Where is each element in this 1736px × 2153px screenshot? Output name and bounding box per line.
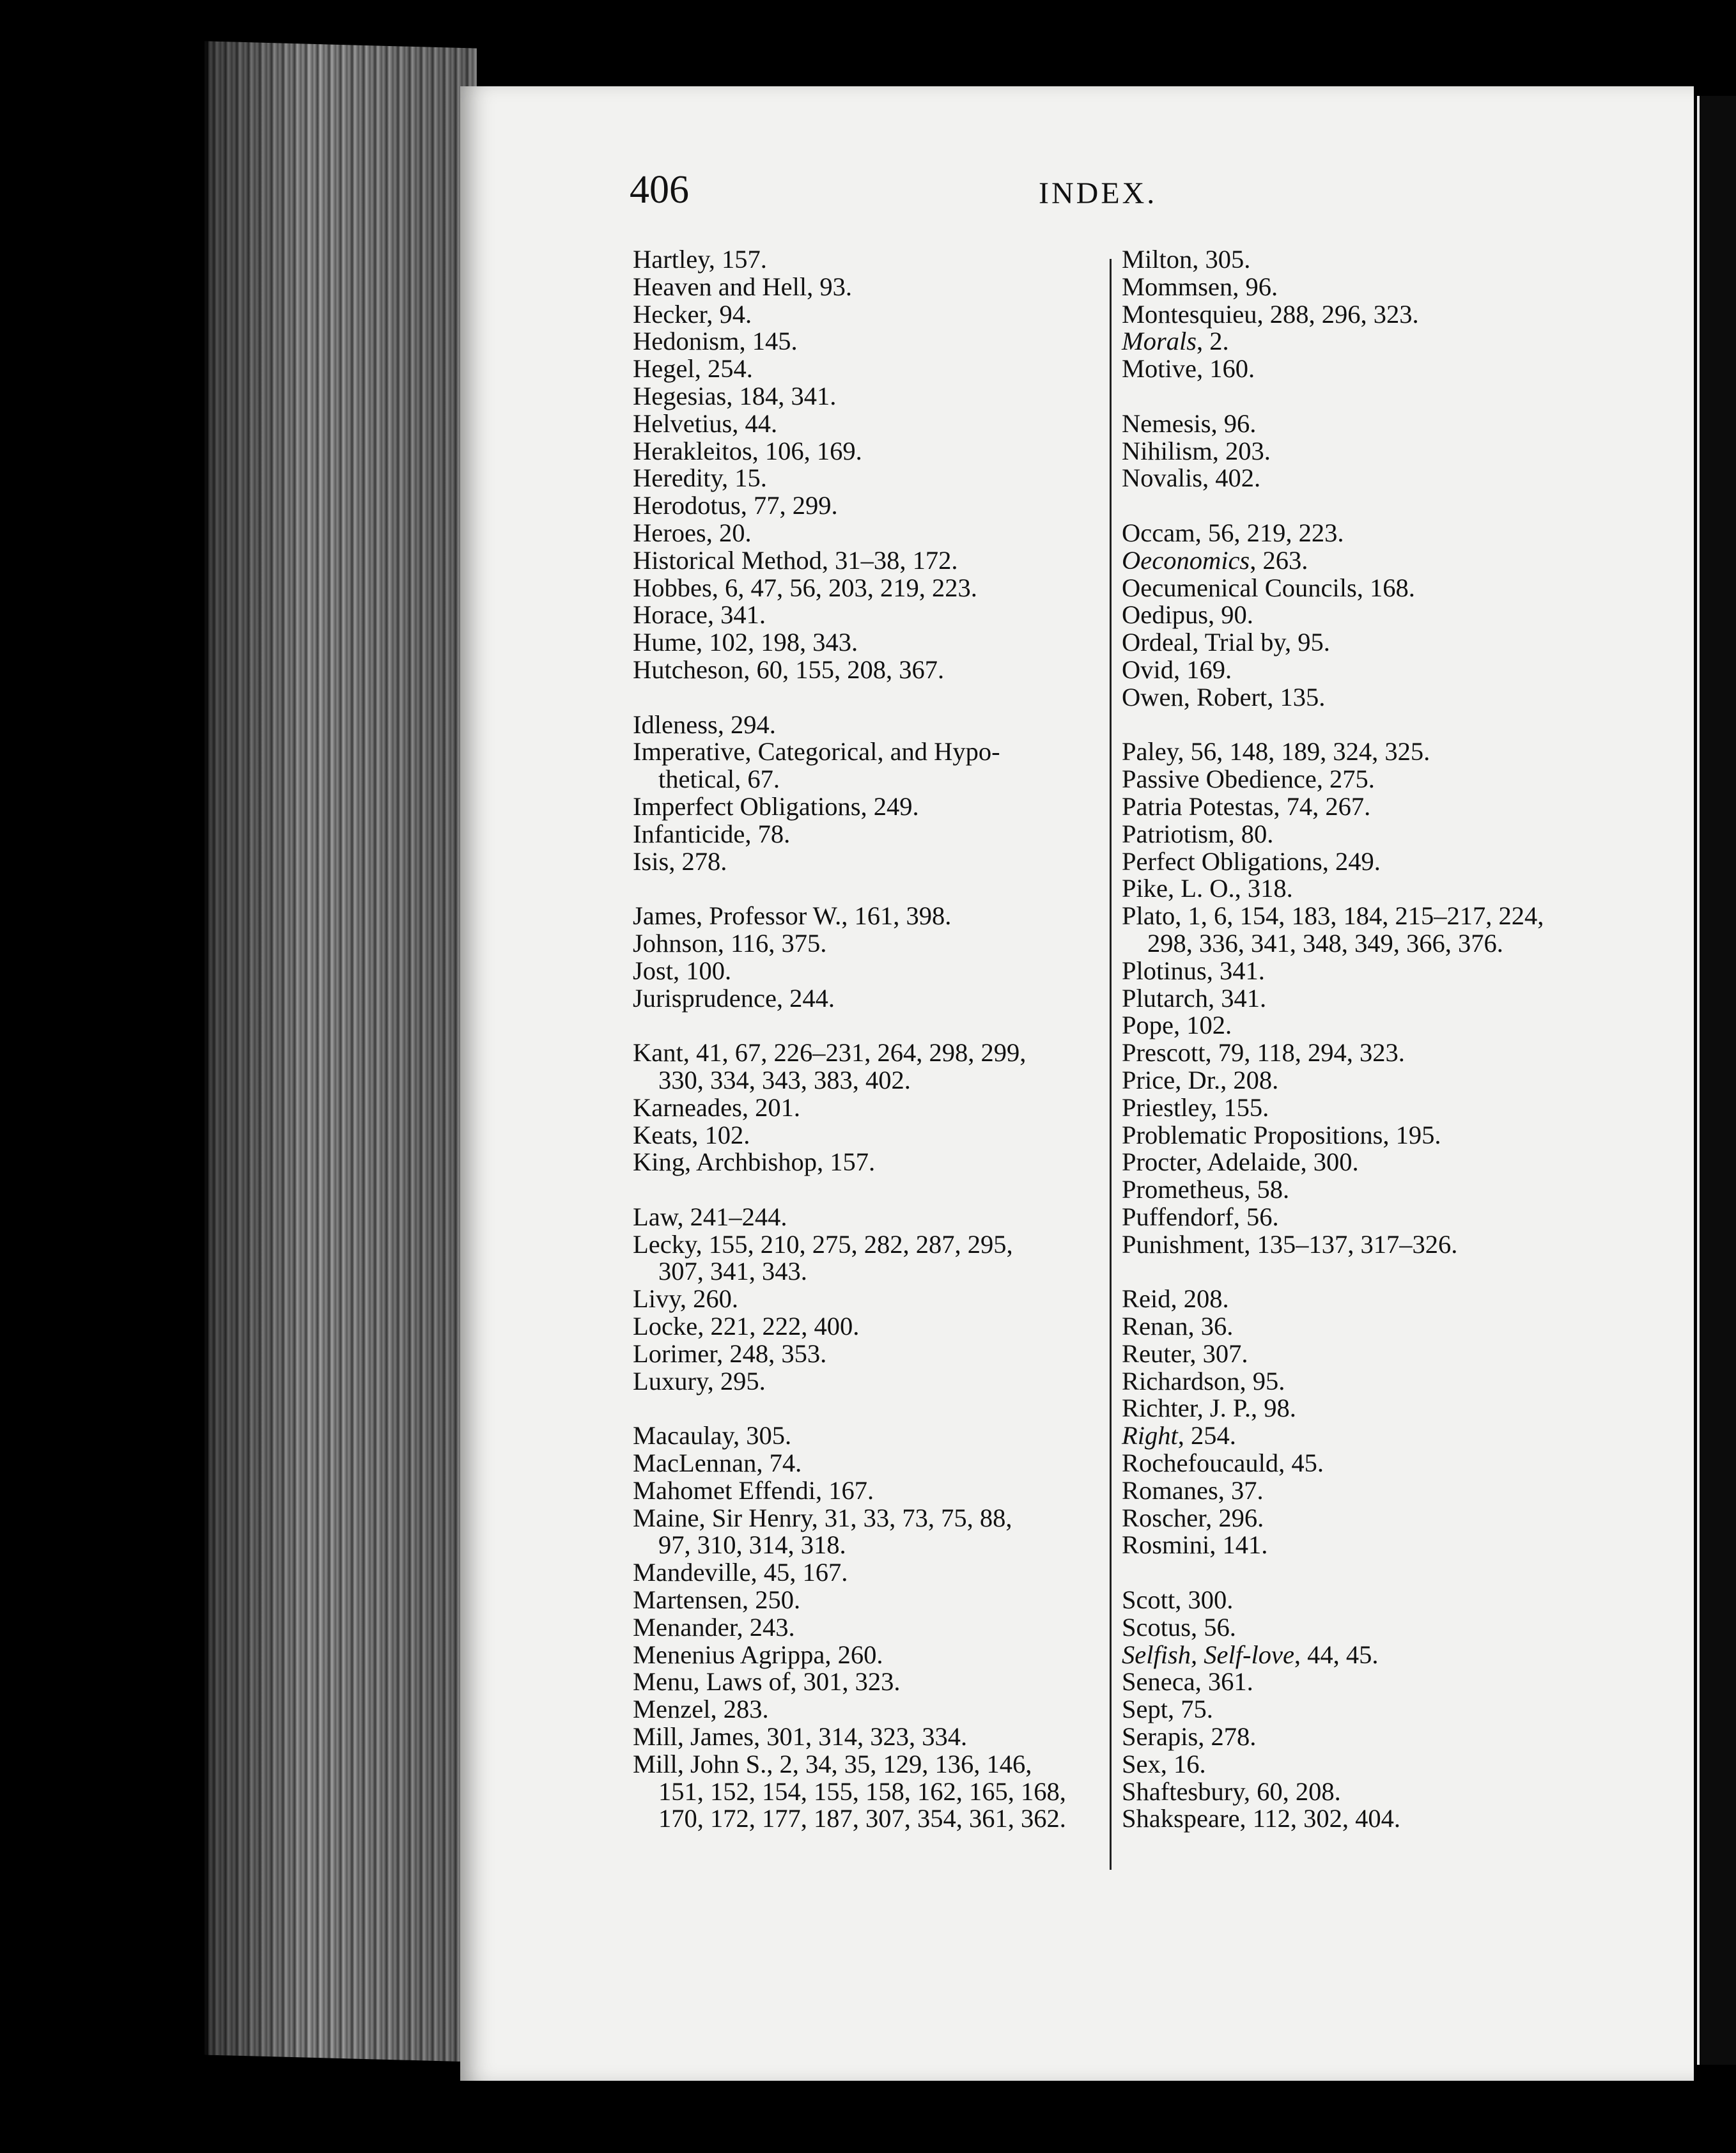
- facing-page-gutter: [1697, 96, 1736, 2065]
- index-entry-text: Milton, 305.: [1122, 245, 1251, 274]
- index-entry-text: , 44, 45.: [1294, 1640, 1379, 1669]
- section-gap: [633, 1395, 1093, 1422]
- index-entry-text: Macaulay, 305.: [633, 1421, 792, 1450]
- index-entry: [1122, 1395, 1608, 1422]
- index-entry-text: Hegesias, 184, 341.: [633, 381, 837, 410]
- index-entry: [1122, 1368, 1608, 1395]
- index-entry: [633, 547, 1093, 575]
- index-entry-text: Hedonism, 145.: [633, 327, 798, 356]
- index-entry: [1122, 1778, 1608, 1806]
- index-entry: [633, 930, 1093, 958]
- index-entry: [633, 629, 1093, 657]
- index-entry-text: Richter, J. P., 98.: [1122, 1394, 1296, 1423]
- index-entry: [633, 355, 1093, 383]
- index-entry: [633, 1614, 1093, 1642]
- index-entry: [1122, 355, 1608, 383]
- index-entry: [1122, 821, 1608, 848]
- index-entry-text: Mandeville, 45, 167.: [633, 1558, 848, 1587]
- index-entry-text: Herodotus, 77, 299.: [633, 491, 838, 520]
- index-entry: [633, 1122, 1093, 1149]
- index-entry: [1122, 1122, 1608, 1149]
- section-gap: [1122, 711, 1608, 739]
- index-entry-text: Montesquieu, 288, 296, 323.: [1122, 299, 1419, 329]
- index-entry-text: Reid, 208.: [1122, 1284, 1229, 1314]
- index-entry-continuation: 330, 334, 343, 383, 402.: [658, 1065, 911, 1094]
- index-entry: [1122, 328, 1608, 355]
- index-entry-text: Passive Obedience, 275.: [1122, 765, 1375, 794]
- index-entry: [633, 575, 1093, 602]
- index-entry: [633, 1696, 1093, 1723]
- index-entry: [1122, 1642, 1608, 1669]
- index-entry-text: Novalis, 402.: [1122, 463, 1261, 493]
- index-entry: [633, 958, 1093, 985]
- index-entry: [633, 328, 1093, 355]
- index-entry: [1122, 1723, 1608, 1751]
- index-entry: [633, 657, 1093, 684]
- index-entry: [633, 1668, 1093, 1696]
- index-entry-text: Luxury, 295.: [633, 1366, 766, 1395]
- section-gap: [1122, 383, 1608, 410]
- index-entry-text: Heroes, 20.: [633, 518, 752, 547]
- index-entry-text: Jost, 100.: [633, 956, 732, 985]
- index-entry-text: Punishment, 135–137, 317–326.: [1122, 1229, 1458, 1259]
- index-entry: [1122, 1477, 1608, 1505]
- index-entry-text: Shaftesbury, 60, 208.: [1122, 1776, 1341, 1806]
- index-entry: [1122, 274, 1608, 301]
- index-entry-text: Rochefoucauld, 45.: [1122, 1449, 1324, 1478]
- index-entry-text: Plotinus, 341.: [1122, 956, 1265, 985]
- index-entry: [1122, 958, 1608, 985]
- index-entry-text: Mill, John S., 2, 34, 35, 129, 136, 146,: [633, 1749, 1032, 1778]
- index-entry-text: Hartley, 157.: [633, 245, 767, 274]
- index-entry: [633, 438, 1093, 465]
- index-term-italic: Morals: [1122, 327, 1197, 356]
- index-entry-text: Nihilism, 203.: [1122, 436, 1271, 465]
- index-entry-text: Idleness, 294.: [633, 710, 776, 739]
- index-entry-text: Ovid, 169.: [1122, 655, 1232, 684]
- index-entry: [1122, 1012, 1608, 1039]
- index-entry: [1122, 246, 1608, 274]
- index-entry-text: Sept, 75.: [1122, 1695, 1213, 1724]
- index-entry-text: Procter, Adelaide, 300.: [1122, 1147, 1359, 1177]
- index-entry: [633, 246, 1093, 274]
- index-entry-text: Heaven and Hell, 93.: [633, 272, 853, 301]
- index-entry: [1122, 903, 1608, 958]
- index-entry: [633, 1505, 1093, 1560]
- index-entry-text: Serapis, 278.: [1122, 1722, 1257, 1752]
- index-entry-text: Martensen, 250.: [633, 1585, 801, 1615]
- index-column-right: [1122, 246, 1608, 1833]
- index-entry: [1122, 1751, 1608, 1778]
- section-gap: [633, 875, 1093, 903]
- index-entry: [1122, 1422, 1608, 1450]
- index-entry-text: Pope, 102.: [1122, 1011, 1232, 1040]
- index-entry: [633, 1368, 1093, 1395]
- index-entry: [633, 1642, 1093, 1669]
- index-entry-text: Heredity, 15.: [633, 463, 767, 493]
- index-entry: [1122, 793, 1608, 821]
- index-entry-text: Perfect Obligations, 249.: [1122, 846, 1381, 876]
- index-entry: [633, 1587, 1093, 1614]
- index-entry-text: Renan, 36.: [1122, 1312, 1234, 1341]
- index-entry-text: Maine, Sir Henry, 31, 33, 73, 75, 88,: [633, 1503, 1012, 1532]
- index-entry-text: Karneades, 201.: [633, 1092, 801, 1122]
- index-entry-continuation: 151, 152, 154, 155, 158, 162, 165, 168,: [658, 1776, 1066, 1806]
- index-entry: [633, 1422, 1093, 1450]
- index-entry-text: Mommsen, 96.: [1122, 272, 1278, 301]
- index-entry-text: Lorimer, 248, 353.: [633, 1339, 827, 1368]
- page-number: 406: [630, 168, 689, 212]
- running-head: INDEX.: [1039, 176, 1158, 210]
- index-entry: [633, 821, 1093, 848]
- index-entry-text: King, Archbishop, 157.: [633, 1147, 876, 1177]
- index-entry-text: Mill, James, 301, 314, 323, 334.: [633, 1722, 968, 1752]
- index-entry: [1122, 1505, 1608, 1532]
- index-entry-text: Jurisprudence, 244.: [633, 983, 835, 1013]
- index-entry-text: Imperfect Obligations, 249.: [633, 791, 919, 821]
- column-divider: [1110, 259, 1112, 1870]
- index-entry: [1122, 602, 1608, 629]
- index-entry: [1122, 1039, 1608, 1067]
- index-entry: [633, 1039, 1093, 1094]
- index-entry: [1122, 1094, 1608, 1122]
- index-entry-text: Oedipus, 90.: [1122, 600, 1253, 630]
- index-entry-text: Menenius Agrippa, 260.: [633, 1640, 883, 1669]
- index-entry-text: Scotus, 56.: [1122, 1612, 1236, 1642]
- index-entry: [633, 1204, 1093, 1231]
- index-entry-text: Patriotism, 80.: [1122, 819, 1274, 848]
- index-entry-text: Keats, 102.: [633, 1120, 750, 1149]
- index-entry: [633, 1559, 1093, 1587]
- index-entry-text: Historical Method, 31–38, 172.: [633, 545, 958, 575]
- index-entry-text: Kant, 41, 67, 226–231, 264, 298, 299,: [633, 1038, 1027, 1068]
- index-entry-text: Locke, 221, 222, 400.: [633, 1312, 860, 1341]
- index-entry-text: Livy, 260.: [633, 1284, 738, 1314]
- index-entry: [1122, 684, 1608, 711]
- index-entry: [633, 520, 1093, 547]
- index-entry: [1122, 520, 1608, 547]
- index-entry-continuation: 298, 336, 341, 348, 349, 366, 376.: [1147, 928, 1503, 958]
- index-entry: [633, 1450, 1093, 1477]
- index-entry: [1122, 410, 1608, 438]
- index-entry-text: Shakspeare, 112, 302, 404.: [1122, 1804, 1401, 1833]
- index-entry: [633, 602, 1093, 629]
- index-entry-text: Menu, Laws of, 301, 323.: [633, 1667, 901, 1697]
- index-entry-text: Seneca, 361.: [1122, 1667, 1253, 1697]
- index-entry-text: James, Professor W., 161, 398.: [633, 901, 952, 931]
- index-entry: [633, 1094, 1093, 1122]
- index-entry: [633, 465, 1093, 492]
- index-entry: [633, 1286, 1093, 1313]
- index-entry-text: Plato, 1, 6, 154, 183, 184, 215–217, 224,: [1122, 901, 1544, 931]
- index-entry-text: Helvetius, 44.: [633, 408, 778, 438]
- index-entry: [633, 903, 1093, 930]
- index-entry-continuation: thetical, 67.: [658, 765, 780, 794]
- index-entry-text: Hutcheson, 60, 155, 208, 367.: [633, 655, 945, 684]
- index-entry: [1122, 1286, 1608, 1313]
- index-entry: [1122, 985, 1608, 1013]
- index-entry: [1122, 1532, 1608, 1559]
- index-entry-text: Oecumenical Councils, 168.: [1122, 573, 1415, 602]
- index-entry: [1122, 1067, 1608, 1094]
- index-entry: [1122, 1696, 1608, 1723]
- book-edge-shadow: [205, 42, 473, 2062]
- index-entry-text: Lecky, 155, 210, 275, 282, 287, 295,: [633, 1229, 1013, 1259]
- index-entry: [1122, 1176, 1608, 1204]
- index-entry: [633, 410, 1093, 438]
- index-entry-text: Plutarch, 341.: [1122, 983, 1267, 1013]
- index-entry-continuation: 307, 341, 343.: [658, 1257, 807, 1286]
- index-entry: [1122, 1149, 1608, 1176]
- index-entry-text: Imperative, Categorical, and Hypo-: [633, 737, 1000, 766]
- index-entry: [633, 1149, 1093, 1176]
- section-gap: [633, 1176, 1093, 1204]
- index-entry-text: , 263.: [1250, 545, 1308, 575]
- index-entry-text: Roscher, 296.: [1122, 1503, 1264, 1532]
- index-entry: [633, 1751, 1093, 1833]
- index-entry: [633, 1477, 1093, 1505]
- index-entry-text: Sex, 16.: [1122, 1749, 1206, 1778]
- index-entry: [1122, 301, 1608, 329]
- index-entry: [633, 793, 1093, 821]
- index-entry: [1122, 738, 1608, 766]
- index-entry: [1122, 629, 1608, 657]
- index-entry-continuation: 97, 310, 314, 318.: [658, 1530, 846, 1560]
- section-gap: [1122, 1258, 1608, 1286]
- index-entry-text: Priestley, 155.: [1122, 1092, 1269, 1122]
- index-entry-text: Ordeal, Trial by, 95.: [1122, 628, 1330, 657]
- index-entry-text: Owen, Robert, 135.: [1122, 682, 1326, 711]
- index-entry-text: Prescott, 79, 118, 294, 323.: [1122, 1038, 1405, 1068]
- index-entry-text: Hume, 102, 198, 343.: [633, 628, 858, 657]
- index-entry: [1122, 1805, 1608, 1833]
- index-entry: [633, 274, 1093, 301]
- index-entry-text: Reuter, 307.: [1122, 1339, 1248, 1368]
- index-entry-text: Romanes, 37.: [1122, 1475, 1264, 1505]
- index-entry: [633, 738, 1093, 793]
- index-entry: [1122, 875, 1608, 903]
- index-entry: [1122, 1204, 1608, 1231]
- index-entry-text: Nemesis, 96.: [1122, 408, 1257, 438]
- index-entry-text: Law, 241–244.: [633, 1202, 787, 1231]
- index-entry-text: Motive, 160.: [1122, 354, 1255, 384]
- index-entry: [1122, 1450, 1608, 1477]
- index-entry: [633, 985, 1093, 1013]
- index-entry-text: Puffendorf, 56.: [1122, 1202, 1279, 1231]
- index-entry-text: Menzel, 283.: [633, 1695, 769, 1724]
- index-entry-text: Hecker, 94.: [633, 299, 752, 329]
- index-entry: [1122, 1614, 1608, 1642]
- index-term-italic: Right: [1122, 1421, 1178, 1450]
- index-entry-text: Hegel, 254.: [633, 354, 753, 384]
- index-entry-text: Problematic Propositions, 195.: [1122, 1120, 1441, 1149]
- index-entry-text: Patria Potestas, 74, 267.: [1122, 791, 1371, 821]
- index-entry-text: Mahomet Effendi, 167.: [633, 1475, 874, 1505]
- index-entry: [1122, 438, 1608, 465]
- index-entry: [633, 711, 1093, 739]
- index-column-left: [633, 246, 1093, 1833]
- index-term-italic: Oeconomics: [1122, 545, 1250, 575]
- index-entry: [633, 1231, 1093, 1286]
- index-entry-text: , 2.: [1197, 327, 1229, 356]
- index-entry-text: Occam, 56, 219, 223.: [1122, 518, 1344, 547]
- index-entry: [633, 383, 1093, 410]
- index-entry-text: Rosmini, 141.: [1122, 1530, 1268, 1560]
- index-entry: [1122, 766, 1608, 793]
- section-gap: [1122, 492, 1608, 520]
- index-entry: [633, 1341, 1093, 1368]
- index-entry: [1122, 1587, 1608, 1614]
- index-entry: [1122, 1231, 1608, 1259]
- index-entry: [1122, 1313, 1608, 1341]
- index-entry: [633, 848, 1093, 876]
- index-entry-text: Menander, 243.: [633, 1612, 795, 1642]
- index-entry: [1122, 547, 1608, 575]
- index-entry-text: Isis, 278.: [633, 846, 727, 876]
- index-entry-text: Herakleitos, 106, 169.: [633, 436, 862, 465]
- section-gap: [633, 1012, 1093, 1039]
- section-gap: [633, 684, 1093, 711]
- index-entry: [1122, 575, 1608, 602]
- index-entry-text: Richardson, 95.: [1122, 1366, 1285, 1395]
- index-entry-text: , 254.: [1177, 1421, 1236, 1450]
- index-entry-text: Hobbes, 6, 47, 56, 203, 219, 223.: [633, 573, 977, 602]
- index-entry-text: Johnson, 116, 375.: [633, 928, 827, 958]
- index-entry-continuation: 170, 172, 177, 187, 307, 354, 361, 362.: [658, 1804, 1066, 1833]
- index-entry-text: Price, Dr., 208.: [1122, 1065, 1279, 1094]
- index-entry-text: MacLennan, 74.: [633, 1449, 802, 1478]
- index-entry-text: Scott, 300.: [1122, 1585, 1234, 1615]
- index-entry: [1122, 465, 1608, 492]
- index-entry: [633, 1723, 1093, 1751]
- index-entry: [1122, 657, 1608, 684]
- index-term-italic: Selfish, Self-love: [1122, 1640, 1294, 1669]
- section-gap: [1122, 1559, 1608, 1587]
- index-entry: [633, 1313, 1093, 1341]
- index-entry: [1122, 848, 1608, 876]
- index-entry-text: Prometheus, 58.: [1122, 1175, 1290, 1204]
- index-entry: [633, 301, 1093, 329]
- index-entry: [1122, 1668, 1608, 1696]
- index-entry-text: Paley, 56, 148, 189, 324, 325.: [1122, 737, 1430, 766]
- index-entry: [633, 492, 1093, 520]
- index-entry-text: Horace, 341.: [633, 600, 766, 630]
- index-entry-text: Pike, L. O., 318.: [1122, 874, 1293, 903]
- index-entry: [1122, 1341, 1608, 1368]
- index-entry-text: Infanticide, 78.: [633, 819, 791, 848]
